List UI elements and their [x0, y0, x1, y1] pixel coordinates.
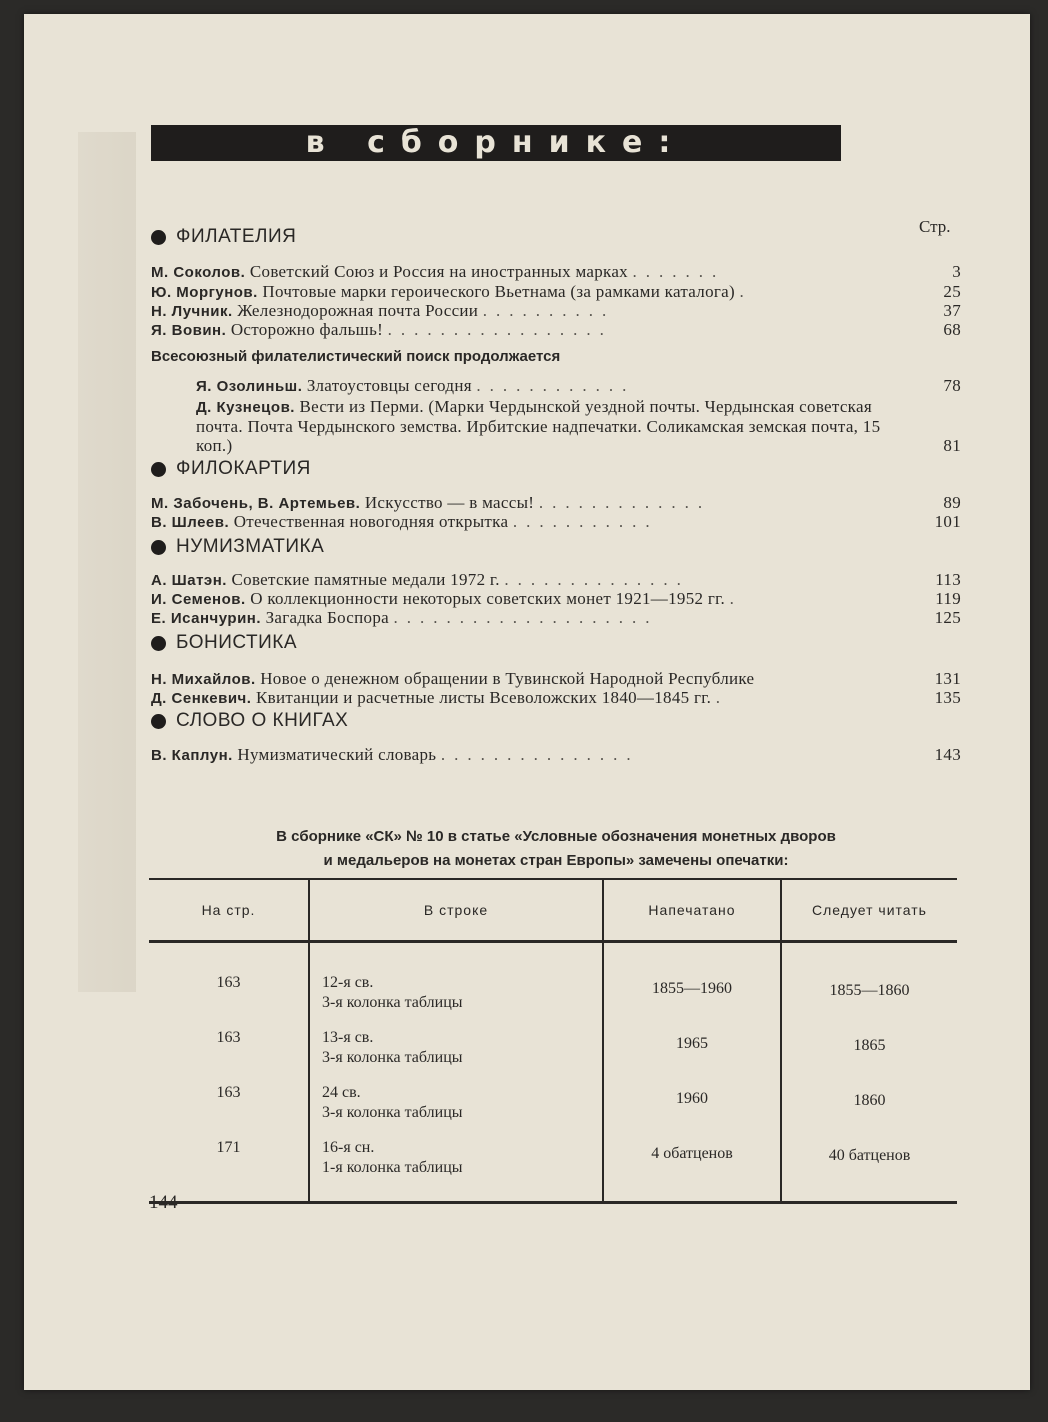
bullet-icon — [151, 636, 166, 651]
document-page: в сборнике: Стр. ФИЛАТЕЛИЯ М. Соколов. Советский Союз и Россия на иностранных марках ....... 3 Ю. Моргунов. Почтовые марки героического Вьетнама (за рамками каталога) . 25 Н. Лучник. Железнодорожная почта России .......... 37 Я. Вовин. Осторожно фальшь! ................. 68 Всесоюзный филателистический поиск продолжается Я. Озолиньш. Златоустовцы сегодня ............ 78 Д. Кузнецов. Вести из Перми. (Марки Чердынской уездной почты. Чердынская советская почта. Почта Чердынского земства. Ирбитские надпечатки. Соликамская земская почта, 15 коп.) 81 ФИЛОКАРТИЯ М. Забочень, В. Артемьев. Искусство — в массы! ............. 89 В. Шлеев. Отечественная новогодняя открытка ........... 101 НУМИЗМАТИКА А. Шатэн. Советские памятные медали 1972 г. .............. 113 И. Семенов. О коллекционности некоторых советских монет 1921—1952 гг. . 119 Е. Исанчурин. Загадка Боспора .................... 125 БОНИСТИКА Н. Михайлов. Новое о денежном обращении в Тувинской Народной Республике 131 Д. Сенкевич. Квитанции и расчетные листы Всеволожских 1840—1845 гг. . 135 СЛОВО О КНИГАХ В. Каплун. Нумизматический словарь ............... 143 В сборнике «СК» № 10 в статье «Условные обозначения монетных дворов и медальеров на монетах стран Европы» замечены опечатки: На стр. В строке Напечатано Следует читать 163 12-я св. 3-я колонка таблицы 1855—1960 1855—1860 163 13-я св. 3-я колонка таблицы 1965 1865 163 24 св. 3-я колонка таблицы 1960 1860 171 16-я сн. 1-я колонка таблицы 4 обатценов 40 батценов 144 — [24, 14, 1030, 1390]
toc-entry: Н. Михайлов. Новое о денежном обращении в Тувинской Народной Республике 131 — [151, 669, 961, 688]
toc-entry: И. Семенов. О коллекционности некоторых советских монет 1921—1952 гг. . 119 — [151, 589, 961, 608]
section-heading: СЛОВО О КНИГАХ — [151, 710, 348, 732]
column-header: Напечатано — [603, 879, 781, 942]
table-row: 163 24 св. 3-я колонка таблицы 1960 1860 — [149, 1083, 957, 1138]
section-heading: НУМИЗМАТИКА — [151, 536, 324, 558]
column-header: Следует читать — [781, 879, 957, 942]
bullet-icon — [151, 462, 166, 477]
errata-table — [149, 878, 957, 1204]
column-header: В строке — [309, 879, 603, 942]
section-heading: БОНИСТИКА — [151, 632, 297, 654]
bullet-icon — [151, 230, 166, 245]
toc-entry: Я. Озолиньш. Златоустовцы сегодня ............ 78 — [196, 376, 961, 395]
bullet-icon — [151, 714, 166, 729]
toc-entry: В. Каплун. Нумизматический словарь ............... 143 — [151, 745, 961, 764]
table-row: 171 16-я сн. 1-я колонка таблицы 4 обатценов 40 батценов — [149, 1138, 957, 1203]
toc-entry: В. Шлеев. Отечественная новогодняя открытка ........... 101 — [151, 512, 961, 531]
section-heading: ФИЛАТЕЛИЯ — [151, 226, 296, 248]
bullet-icon — [151, 540, 166, 555]
page-column-label: Стр. — [919, 217, 951, 236]
toc-entry: Ю. Моргунов. Почтовые марки героического Вьетнама (за рамками каталога) . 25 — [151, 282, 961, 301]
contents-banner: в сборнике: — [151, 125, 841, 161]
page-number: 144 — [149, 1192, 178, 1213]
table-row: 163 13-я св. 3-я колонка таблицы 1965 1865 — [149, 1028, 957, 1083]
errata-title: В сборнике «СК» № 10 в статье «Условные обозначения монетных дворов и медальеров на монетах стран Европы» замечены опечатки: — [276, 828, 836, 869]
toc-entry: Н. Лучник. Железнодорожная почта России .......... 37 — [151, 301, 961, 320]
subsection-heading: Всесоюзный филателистический поиск продолжается — [151, 348, 561, 365]
table-row: 163 12-я св. 3-я колонка таблицы 1855—1960 1855—1860 — [149, 942, 957, 1029]
toc-entry: Я. Вовин. Осторожно фальшь! ................. 68 — [151, 320, 961, 339]
toc-entry: Е. Исанчурин. Загадка Боспора .................... 125 — [151, 608, 961, 627]
toc-entry: А. Шатэн. Советские памятные медали 1972 г. .............. 113 — [151, 570, 961, 589]
column-header: На стр. — [149, 879, 309, 942]
section-heading: ФИЛОКАРТИЯ — [151, 458, 311, 480]
toc-entry: М. Соколов. Советский Союз и Россия на иностранных марках ....... 3 — [151, 262, 961, 281]
toc-entry: Д. Кузнецов. Вести из Перми. (Марки Чердынской уездной почты. Чердынская советская почта. Почта Чердынского земства. Ирбитские надпечатки. Соликамская земская почта, 15 коп.) — [196, 397, 881, 455]
show-through-strip — [78, 132, 136, 992]
toc-entry: Д. Сенкевич. Квитанции и расчетные листы Всеволожских 1840—1845 гг. . 135 — [151, 688, 961, 707]
toc-entry: М. Забочень, В. Артемьев. Искусство — в массы! ............. 89 — [151, 493, 961, 512]
